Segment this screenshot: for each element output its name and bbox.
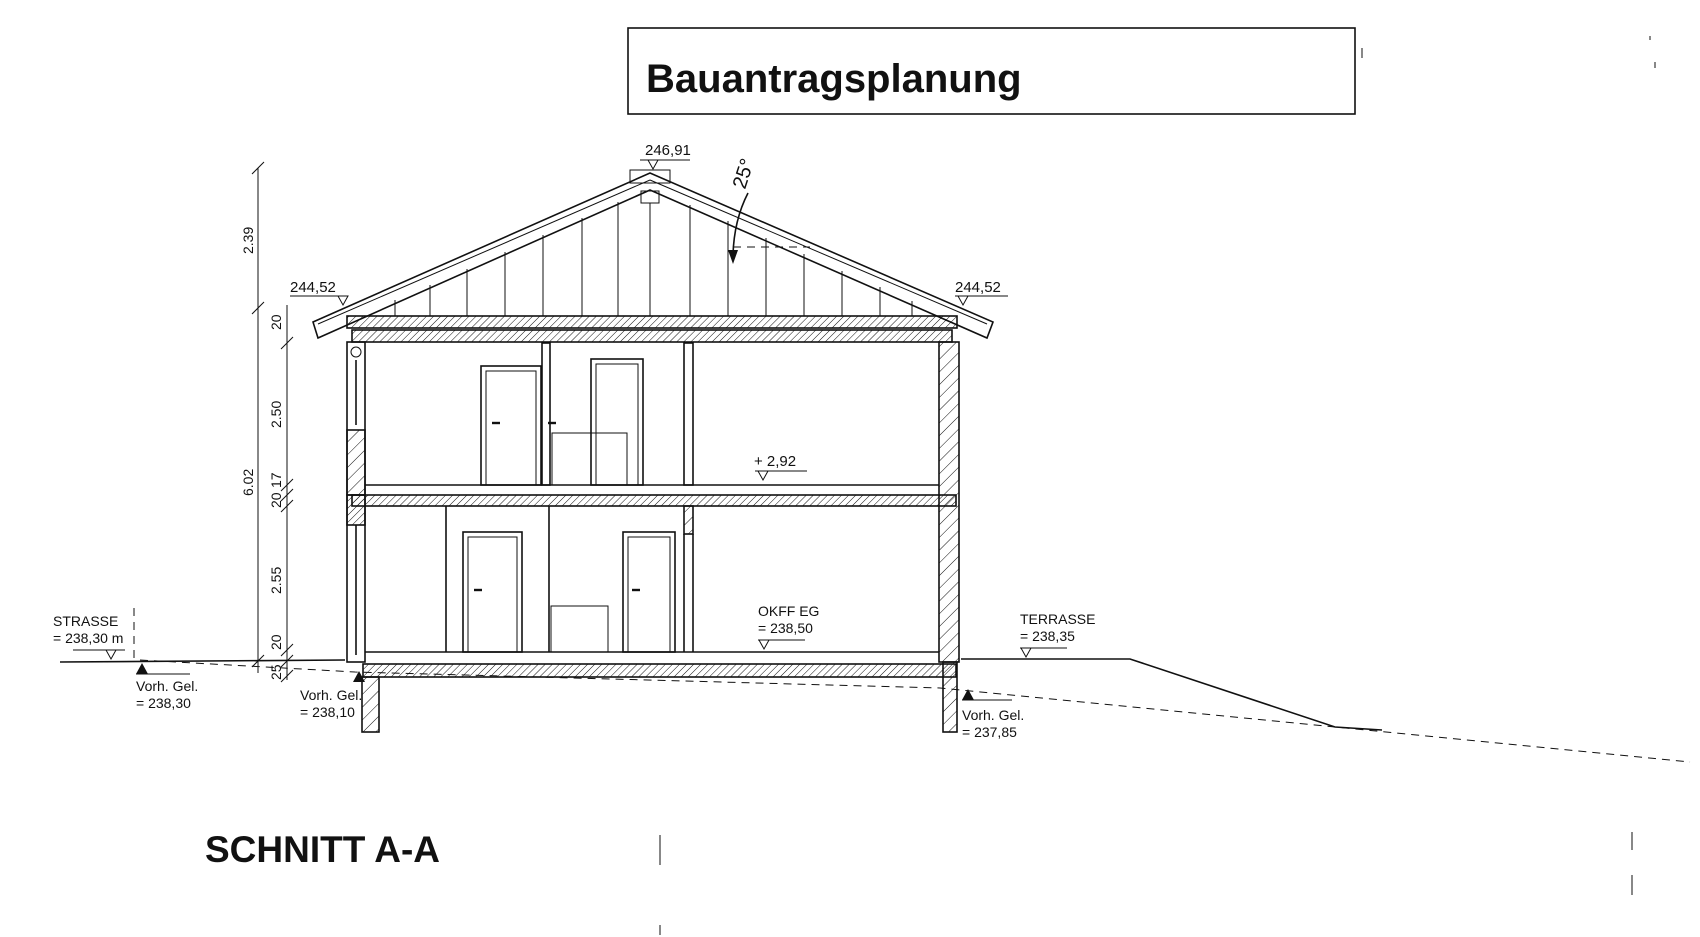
upper-floor-interior — [481, 343, 693, 485]
existing-ground-mid — [300, 671, 365, 720]
dim-upper-storey: 2.50 — [268, 400, 284, 428]
eave-right-level-value: 244,52 — [955, 279, 1001, 296]
pitch-arrow-icon — [728, 250, 738, 264]
eave-right-level-marker — [955, 279, 1008, 305]
ground-floor-interior — [446, 506, 693, 652]
level-triangle-icon — [648, 160, 658, 169]
pitch-arc — [733, 193, 748, 255]
existing-ground-mid-label: Vorh. Gel. — [300, 687, 363, 703]
roof-pitch-annotation — [728, 156, 810, 264]
existing-ground-right — [962, 689, 1024, 740]
existing-ground-right-value: = 237,85 — [962, 724, 1017, 740]
roof — [313, 156, 993, 338]
upper-partition-2 — [684, 343, 693, 485]
ground-floor-level-value: = 238,50 — [758, 620, 813, 636]
ground-triangle-icon — [136, 663, 148, 674]
level-triangle-icon — [1021, 648, 1031, 657]
terrace-level-marker — [1020, 611, 1095, 657]
ridge-level-marker — [640, 142, 691, 169]
level-triangle-icon — [758, 471, 768, 480]
ground-door-left — [463, 532, 522, 652]
dim-mid-slab-b: 17 — [268, 472, 284, 488]
ground-triangle-icon — [962, 689, 974, 700]
dim-ground-slab: 20 — [268, 634, 284, 650]
eave-left-level-value: 244,52 — [290, 279, 336, 296]
ground-furniture — [551, 606, 608, 652]
attic-floor-slab — [347, 316, 957, 328]
existing-ground-right-label: Vorh. Gel. — [962, 707, 1025, 723]
upper-ceiling — [347, 316, 957, 342]
street-level-marker — [53, 608, 134, 660]
upper-door-left — [481, 366, 541, 485]
left-wall-upper-hatch — [347, 430, 365, 495]
terrace-level-name: TERRASSE — [1020, 611, 1096, 627]
level-triangle-icon — [958, 296, 968, 305]
ridge-level-value: 246,91 — [645, 142, 691, 159]
title-box — [628, 28, 1355, 114]
eave-left-level-marker — [290, 279, 348, 305]
ground-floor-level-marker — [758, 603, 819, 649]
street-level-value: = 238,30 m — [53, 630, 124, 646]
upper-floor-level-value: + 2,92 — [754, 453, 797, 470]
street-ground-line — [60, 660, 345, 662]
middle-floor — [352, 485, 956, 506]
ground-door-right — [623, 532, 675, 652]
dim-upper-slab: 20 — [268, 314, 284, 330]
roof-inner-left — [318, 180, 650, 324]
level-triangle-icon — [338, 296, 348, 305]
ground-floor-level-name: OKFF EG — [758, 603, 820, 619]
dim-base: 25 — [268, 664, 284, 680]
upper-door-right — [591, 359, 643, 485]
ground-floor-slab — [363, 652, 956, 677]
upper-partition-1 — [542, 343, 550, 485]
existing-ground-left — [136, 663, 198, 711]
section-title: SCHNITT A-A — [205, 829, 440, 870]
roof-pitch-label: 25° — [728, 155, 760, 192]
ridge-beam — [630, 170, 670, 183]
roof-outline — [313, 173, 993, 338]
dim-ground-storey: 2.55 — [268, 566, 284, 594]
left-wall-vent-icon — [351, 347, 361, 357]
street-level-name: STRASSE — [53, 613, 119, 629]
existing-ground-mid-value: = 238,10 — [300, 704, 355, 720]
dim-mid-slab-a: 20 — [268, 492, 284, 508]
upper-floor-level-marker — [754, 453, 807, 480]
dimension-chains — [240, 162, 293, 682]
terrace-level-value: = 238,35 — [1020, 628, 1075, 644]
upper-ceiling-slab — [352, 330, 952, 342]
ground-partition-3 — [684, 506, 693, 534]
dim-roof-height: 2.39 — [240, 226, 256, 254]
middle-slab — [352, 495, 956, 506]
existing-ground-left-label: Vorh. Gel. — [136, 678, 199, 694]
existing-ground-left-value: = 238,30 — [136, 695, 191, 711]
dim-total-height: 6.02 — [240, 468, 256, 496]
level-triangle-icon — [759, 640, 769, 649]
left-foundation — [362, 677, 379, 732]
level-triangle-icon — [106, 650, 116, 659]
upper-furniture — [552, 433, 627, 485]
roof-inner-right — [650, 180, 987, 324]
plan-title: Bauantragsplanung — [646, 57, 1022, 101]
